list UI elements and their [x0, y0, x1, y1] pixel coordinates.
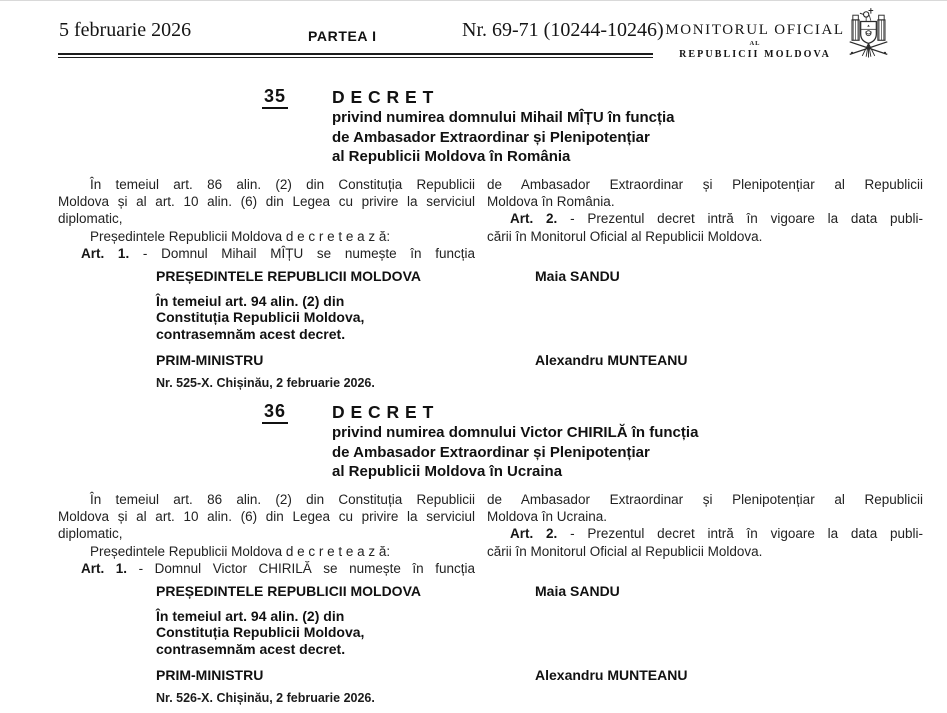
- masthead: [655, 22, 855, 60]
- body-line: Președintele Republicii Moldova d e c r e t e a z ă:: [90, 543, 391, 559]
- body-line: de Ambasador Extraordinar și Plenipotențiar al Republicii: [487, 491, 923, 507]
- decree-issue-line: Nr. 526-X. Chișinău, 2 februarie 2026.: [156, 691, 375, 706]
- article-label: Art. 1.: [81, 246, 130, 262]
- decree-subtitle-line: de Ambasador Extraordinar și Plenipotențiar: [332, 128, 650, 146]
- coat-of-arms-icon: [845, 5, 892, 63]
- countersign-note: [156, 608, 934, 658]
- countersign-line: contrasemnăm acest decret.: [156, 325, 346, 342]
- article-text: - Domnul Victor CHIRILĂ se numește în funcția: [138, 561, 475, 577]
- decree-subtitle-line: al Republicii Moldova în Ucraina: [332, 463, 563, 481]
- decree-body: [58, 176, 934, 263]
- body-line: diplomatic,: [58, 211, 123, 227]
- decree-subtitle-line: de Ambasador Extraordinar și Plenipotențiar: [332, 443, 650, 461]
- decree-section-36: [58, 401, 934, 706]
- decree-section-35: [58, 86, 934, 391]
- decree-subtitle-line: al Republicii Moldova în România: [332, 148, 571, 165]
- body-line: [487, 210, 923, 227]
- pm-label: PRIM-MINISTRU: [156, 352, 264, 369]
- president-name: Maia SANDU: [535, 582, 620, 599]
- president-name: Maia SANDU: [535, 267, 620, 284]
- decree-number-box: [262, 86, 332, 109]
- decree-body: [58, 491, 934, 578]
- prime-minister-row: [156, 352, 934, 369]
- article-label: Art. 1.: [81, 561, 128, 577]
- pm-name: Alexandru MUNTEANU: [535, 667, 688, 684]
- president-label: PREȘEDINTELE REPUBLICII MOLDOVA: [156, 582, 421, 599]
- prime-minister-row: [156, 667, 934, 684]
- pm-name: Alexandru MUNTEANU: [535, 352, 688, 369]
- body-line: Moldova și al art. 10 alin. (6) din Legea cu privire la serviciul: [58, 508, 475, 524]
- body-line: Moldova în România.: [487, 193, 615, 209]
- body-line: [58, 245, 475, 262]
- pm-label: PRIM-MINISTRU: [156, 667, 264, 684]
- countersign-line: Constituția Republicii Moldova,: [156, 624, 365, 641]
- article-text: - Prezentul decret intră în vigoare la data publi-: [570, 526, 923, 542]
- header-rule: [58, 53, 653, 58]
- article-text: - Domnul Mihail MÎȚU se numește în funcția: [142, 246, 475, 262]
- body-column-left: [58, 491, 475, 578]
- countersign-line: În temeiul art. 94 alin. (2) din: [156, 607, 345, 624]
- signature-block: [156, 268, 934, 392]
- body-line: Moldova în Ucraina.: [487, 508, 608, 524]
- issue-date: 5 februarie 2026: [59, 19, 192, 41]
- body-line: Moldova și al art. 10 alin. (6) din Legea cu privire la serviciul: [58, 193, 475, 209]
- article-text: - Prezentul decret intră în vigoare la data publi-: [570, 211, 923, 227]
- article-label: Art. 2.: [510, 526, 558, 542]
- decree-subtitle-line: privind numirea domnului Victor CHIRILĂ în funcția: [332, 424, 699, 442]
- countersign-line: Constituția Republicii Moldova,: [156, 309, 365, 326]
- decree-number: 35: [262, 86, 288, 109]
- body-column-left: [58, 176, 475, 263]
- decree-subtitle-line: privind numirea domnului Mihail MÎȚU în funcția: [332, 109, 675, 126]
- body-line: [58, 560, 475, 577]
- decree-issue-line: Nr. 525-X. Chișinău, 2 februarie 2026.: [156, 376, 375, 391]
- page-content: [0, 86, 947, 706]
- body-line: de Ambasador Extraordinar și Plenipotențiar al Republicii: [487, 176, 923, 192]
- decree-heading: [262, 86, 934, 167]
- decree-titles: [332, 86, 934, 167]
- decree-type: D E C R E T: [332, 402, 434, 423]
- countersign-line: În temeiul art. 94 alin. (2) din: [156, 292, 345, 309]
- body-line: [487, 525, 923, 542]
- president-row: [156, 268, 934, 285]
- president-row: [156, 583, 934, 600]
- masthead-subtitle: REPUBLICII MOLDOVA: [679, 49, 831, 60]
- header: [0, 1, 947, 63]
- body-line: cării în Monitorul Oficial al Republicii Moldova.: [487, 228, 763, 244]
- president-label: PREȘEDINTELE REPUBLICII MOLDOVA: [156, 267, 421, 284]
- decree-titles: [332, 401, 934, 482]
- masthead-connector: AL: [749, 40, 761, 47]
- decree-type: D E C R E T: [332, 87, 434, 107]
- signature-block: [156, 583, 934, 707]
- body-line: În temeiul art. 86 alin. (2) din Constituția Republicii: [90, 491, 475, 507]
- body-line: În temeiul art. 86 alin. (2) din Constituția Republicii: [90, 176, 475, 192]
- article-label: Art. 2.: [510, 211, 558, 227]
- countersign-line: contrasemnăm acest decret.: [156, 640, 346, 657]
- body-line: cării în Monitorul Oficial al Republicii Moldova.: [487, 543, 763, 559]
- body-column-right: [487, 491, 923, 578]
- countersign-note: [156, 293, 934, 343]
- decree-number-box: [262, 401, 332, 424]
- masthead-title: MONITORUL OFICIAL: [665, 22, 845, 38]
- body-line: Președintele Republicii Moldova d e c r e t e a z ă:: [90, 228, 391, 244]
- part-label: PARTEA I: [308, 28, 377, 44]
- decree-heading: [262, 401, 934, 482]
- decree-number: 36: [262, 401, 288, 424]
- body-column-right: [487, 176, 923, 263]
- body-line: diplomatic,: [58, 526, 123, 542]
- issue-number: Nr. 69-71 (10244-10246): [462, 19, 664, 41]
